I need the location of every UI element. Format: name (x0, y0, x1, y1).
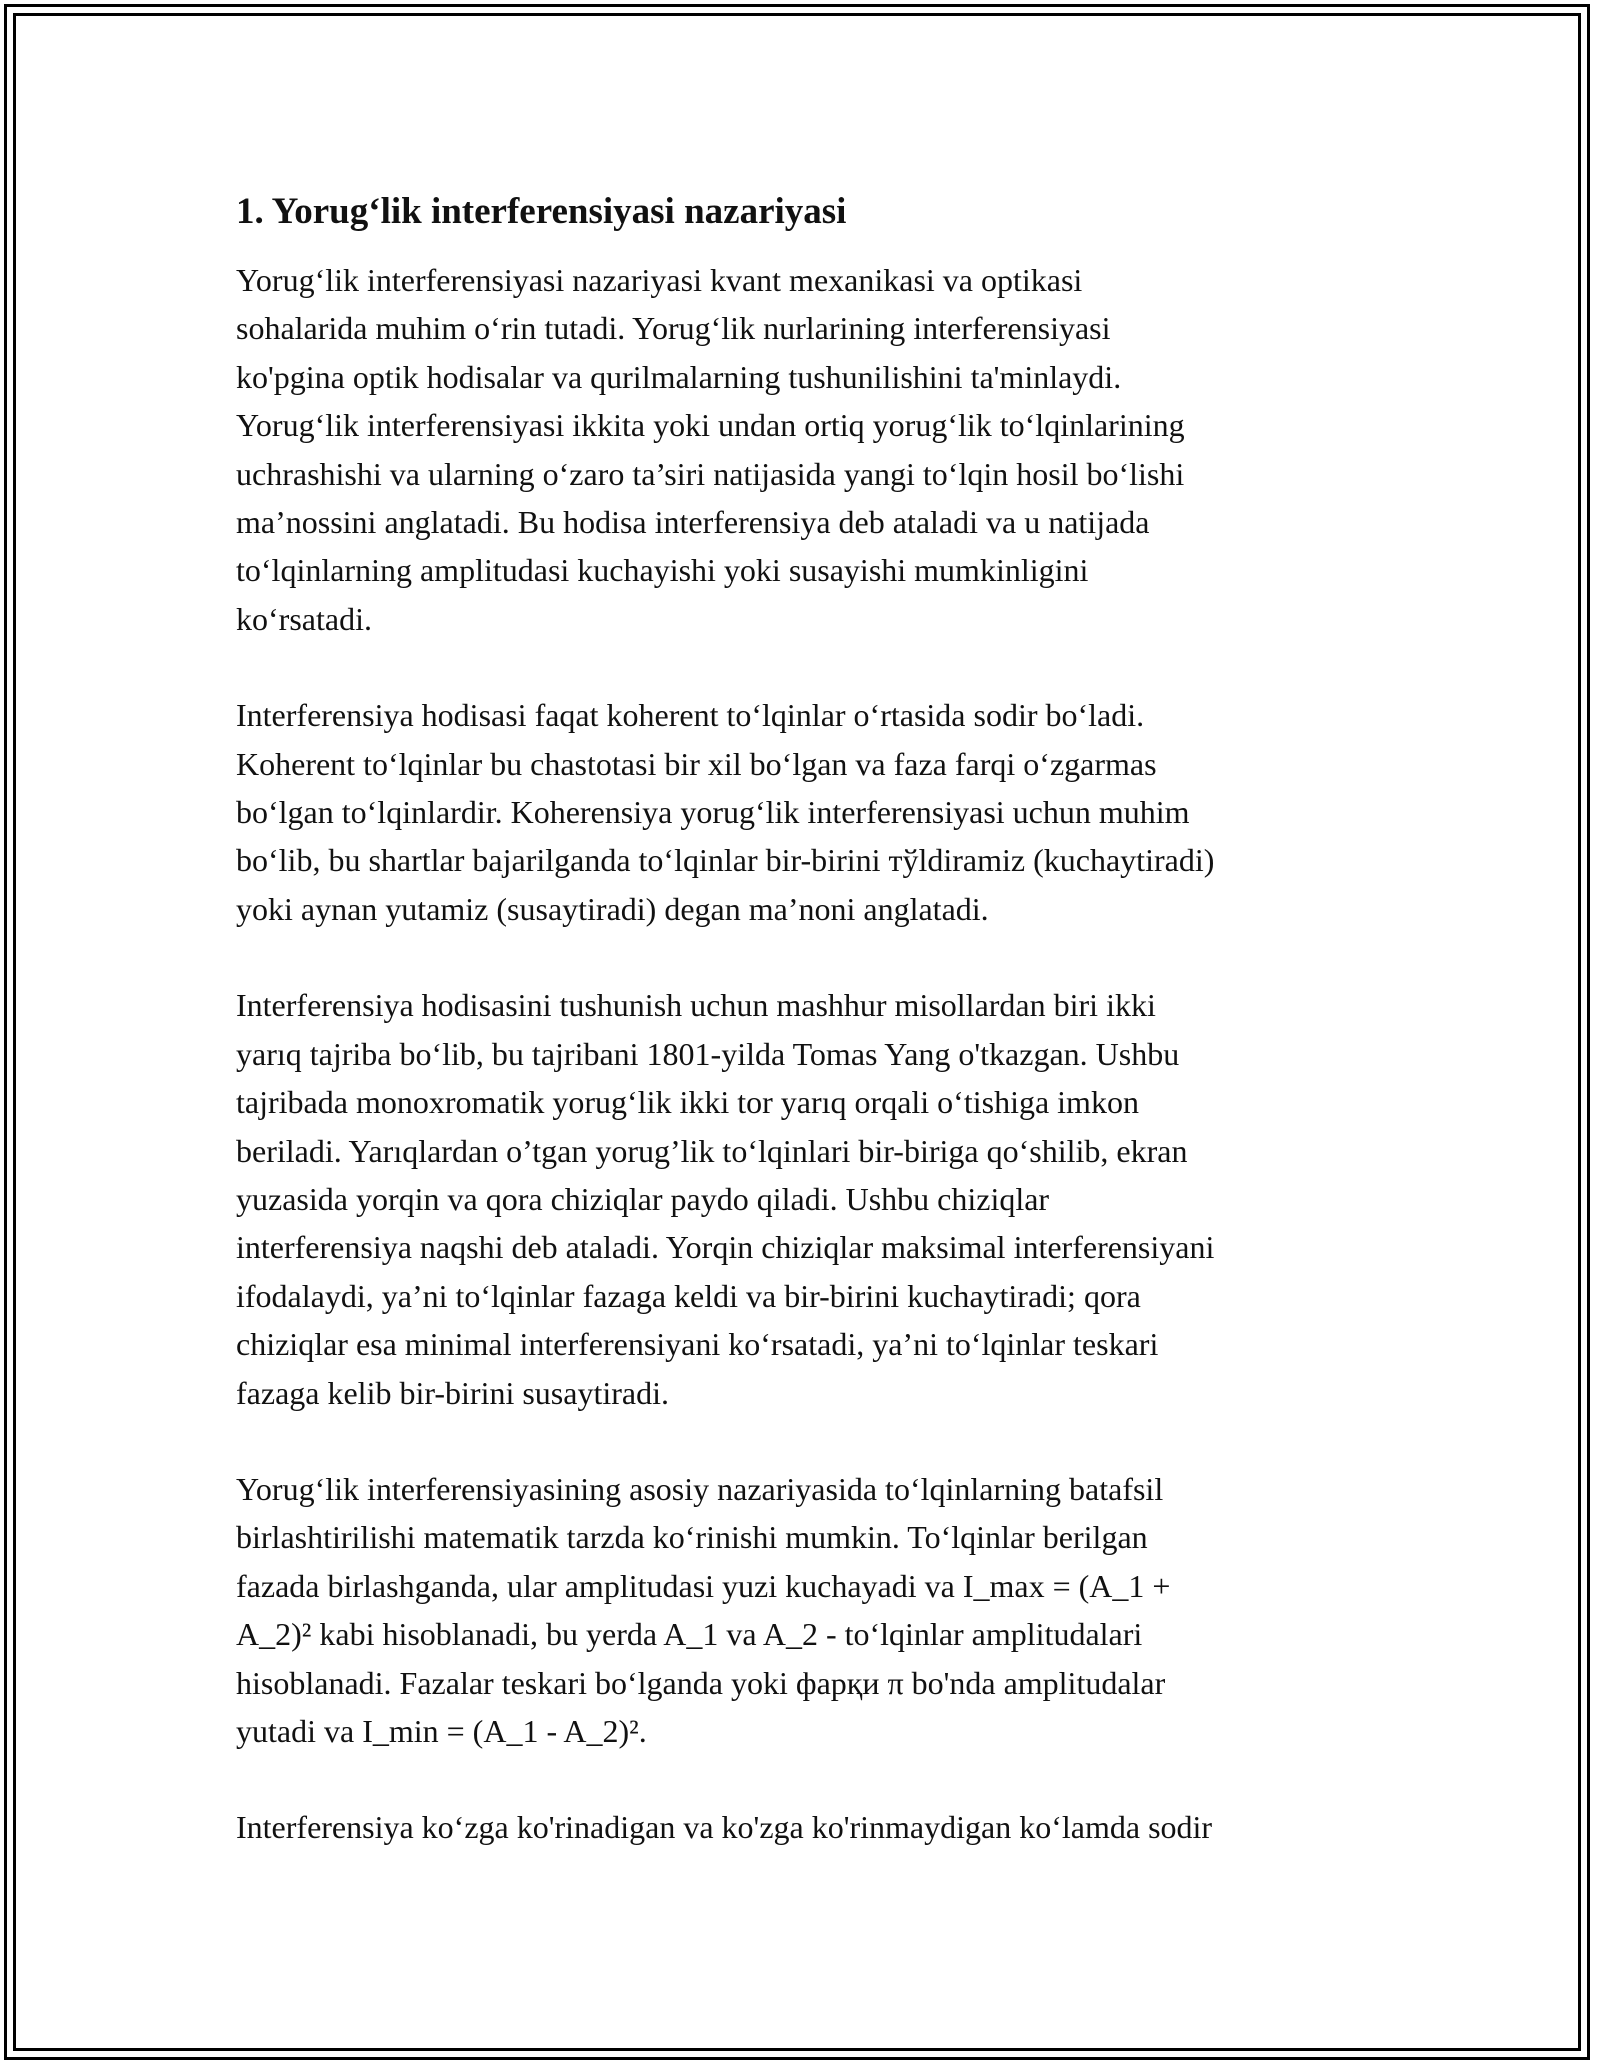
text-line: yarıq tajriba bo‘lib, bu tajribani 1801-yilda Tomas Yang o'tkazgan. Ushbu (236, 1035, 1180, 1072)
text-line: Yorug‘lik interferensiyasining asosiy nazariyasida to‘lqinlarning batafsil (236, 1470, 1164, 1507)
text-line: ko'pgina optik hodisalar va qurilmalarning tushunilishini ta'minlaydi. (236, 358, 1122, 395)
text-line: Interferensiya hodisasi faqat koherent to‘lqinlar o‘rtasida sodir bo‘ladi. (236, 697, 1145, 734)
text-line: tajribada monoxromatik yorug‘lik ikki tor yarıq orqali o‘tishiga imkon (236, 1084, 1139, 1121)
text-line: bo‘lgan to‘lqinlardir. Koherensiya yorug‘lik interferensiyasi uchun muhim (236, 794, 1190, 831)
paragraph (236, 1803, 1366, 1851)
text-line: ko‘rsatadi. (236, 600, 372, 637)
text-line: bo‘lib, bu shartlar bajarilganda to‘lqinlar bir-birini тўldiramiz (kuchaytiradi) (236, 842, 1215, 879)
text-line: uchrashishi va ularning o‘zaro ta’siri natijasida yangi to‘lqin hosil bo‘lishi (236, 455, 1185, 492)
text-line: Yorug‘lik interferensiyasi nazariyasi kvant mexanikasi va optikasi (236, 262, 1083, 298)
paragraph (236, 981, 1366, 1417)
text-line: ma’nossini anglatadi. Bu hodisa interferensiya deb ataladi va u natijada (236, 504, 1150, 541)
paragraph (236, 256, 1366, 643)
text-line: to‘lqinlarning amplitudasi kuchayishi yoki susayishi mumkinligini (236, 552, 1089, 589)
text-line: chiziqlar esa minimal interferensiyani ko‘rsatadi, ya’ni to‘lqinlar teskari (236, 1326, 1159, 1363)
text-line: Koherent to‘lqinlar bu chastotasi bir xil bo‘lgan va faza farqi o‘zgarmas (236, 745, 1157, 782)
text-line: Interferensiya hodisasini tushunish uchun mashhur misollardan biri ikki (236, 987, 1156, 1024)
text-line: Yorug‘lik interferensiyasi ikkita yoki undan ortiq yorug‘lik to‘lqinlarining (236, 407, 1185, 444)
document-body (236, 188, 1366, 1900)
text-line: interferensiya naqshi deb ataladi. Yorqin chiziqlar maksimal interferensiyani (236, 1229, 1215, 1266)
paragraphs-container (236, 256, 1366, 1852)
text-line: birlashtirilishi matematik tarzda ko‘rinishi mumkin. To‘lqinlar berilgan (236, 1519, 1148, 1556)
text-line: Interferensiya ko‘zga ko'rinadigan va ko'zga ko'rinmaydigan ko‘lamda sodir (236, 1809, 1213, 1846)
text-line: yuzasida yorqin va qora chiziqlar paydo qiladi. Ushbu chiziqlar (236, 1180, 1050, 1217)
text-line: sohalarida muhim o‘rin tutadi. Yorug‘lik nurlarining interferensiyasi (236, 310, 1111, 347)
text-line: hisoblanadi. Fazalar teskari bo‘lganda yoki фарқи π bo'nda amplitudalar (236, 1664, 1166, 1701)
text-line: beriladi. Yarıqlardan o’tgan yorug’lik to‘lqinlari bir-biriga qo‘shilib, ekran (236, 1132, 1188, 1169)
text-line: A_2)² kabi hisoblanadi, bu yerda A_1 va A_2 - to‘lqinlar amplitudalari (236, 1616, 1143, 1653)
text-line: fazada birlashganda, ular amplitudasi yuzi kuchayadi va I_max = (A_1 + (236, 1567, 1171, 1604)
text-line: fazaga kelib bir-birini susaytiradi. (236, 1374, 669, 1411)
paragraph (236, 1465, 1366, 1755)
text-line: yutadi va I_min = (A_1 - A_2)². (236, 1712, 647, 1749)
text-line: yoki aynan yutamiz (susaytiradi) degan ma’noni anglatadi. (236, 890, 989, 927)
text-line: ifodalaydi, ya’ni to‘lqinlar fazaga keldi va bir-birini kuchaytiradi; qora (236, 1277, 1141, 1314)
paragraph (236, 691, 1366, 933)
section-heading: 1. Yorug‘lik interferensiyasi nazariyasi (236, 191, 847, 232)
